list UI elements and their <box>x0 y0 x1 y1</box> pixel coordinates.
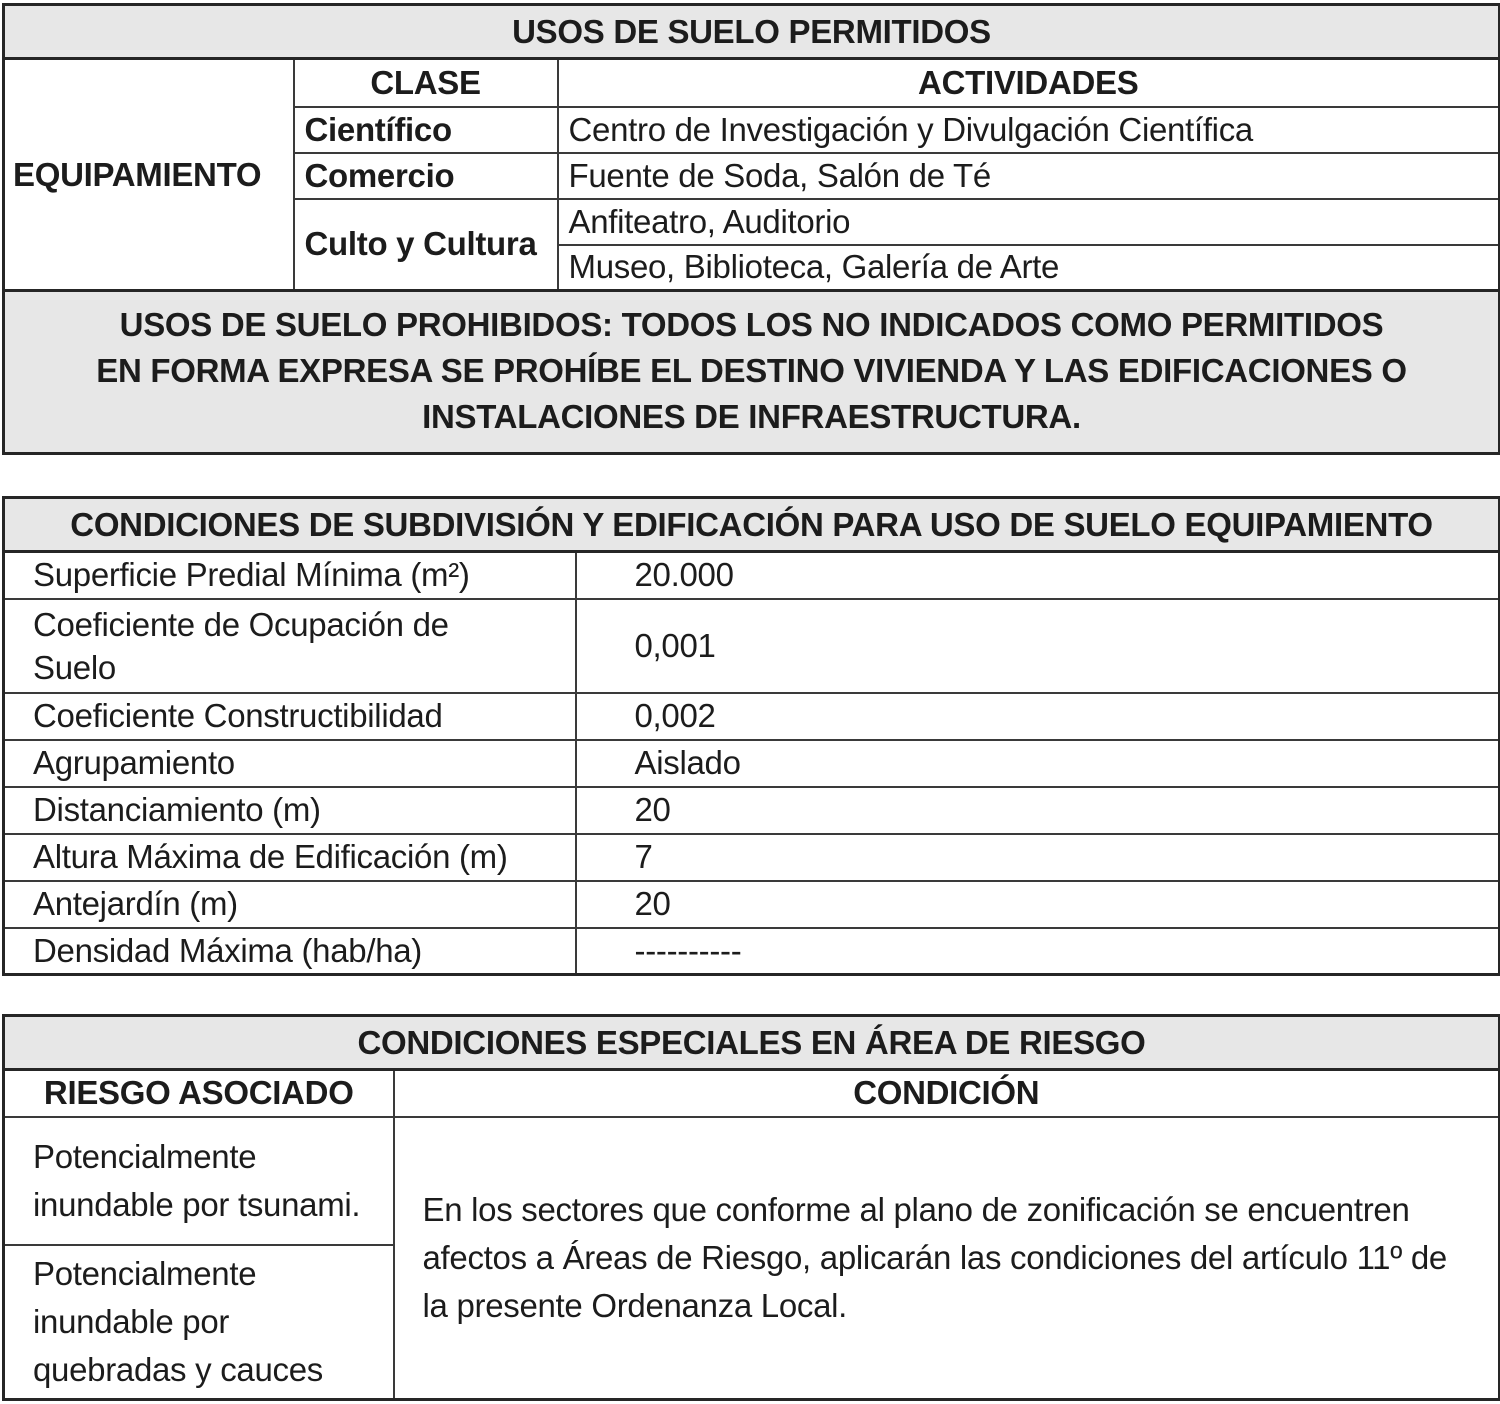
category-cell: EQUIPAMIENTO <box>4 59 294 291</box>
table-row <box>4 928 1500 975</box>
prohibited-note-row <box>4 291 1500 454</box>
condition-value-densidad: ---------- <box>576 928 1500 975</box>
table-row <box>4 740 1500 787</box>
table-row <box>4 1117 1500 1245</box>
table-row <box>4 881 1500 928</box>
spacer <box>2 976 1498 1014</box>
building-conditions-table <box>2 496 1500 976</box>
condition-value-ocupacion: 0,001 <box>576 599 1500 693</box>
permitted-uses-title: USOS DE SUELO PERMITIDOS <box>4 5 1500 59</box>
prohibited-note-line: INSTALACIONES DE INFRAESTRUCTURA. <box>422 398 1081 435</box>
actividad-culto-1: Anfiteatro, Auditorio <box>558 199 1500 245</box>
risk-title-row <box>4 1016 1500 1070</box>
condition-label-densidad: Densidad Máxima (hab/ha) <box>4 928 576 975</box>
column-header-actividades: ACTIVIDADES <box>558 59 1500 107</box>
conditions-title: CONDICIONES DE SUBDIVISIÓN Y EDIFICACIÓN PARA USO DE SUELO EQUIPAMIENTO <box>4 498 1500 552</box>
risk-quebradas: Potencialmente inundable por quebradas y cauces <box>4 1245 394 1400</box>
condition-value-superficie: 20.000 <box>576 552 1500 599</box>
condition-label-superficie: Superficie Predial Mínima (m²) <box>4 552 576 599</box>
column-header-clase: CLASE <box>294 59 558 107</box>
actividad-cientifico: Centro de Investigación y Divulgación Científica <box>558 107 1500 153</box>
permitted-uses-title-row <box>4 5 1500 59</box>
risk-conditions-table <box>2 1014 1500 1401</box>
condition-label-altura: Altura Máxima de Edificación (m) <box>4 834 576 881</box>
condition-value-constructibilidad: 0,002 <box>576 693 1500 740</box>
clase-culto-y-cultura: Culto y Cultura <box>294 199 558 291</box>
table-row <box>4 787 1500 834</box>
permitted-uses-table <box>2 3 1500 455</box>
prohibited-note <box>4 291 1500 454</box>
clase-comercio: Comercio <box>294 153 558 199</box>
condition-value-agrupamiento: Aislado <box>576 740 1500 787</box>
permitted-header-row <box>4 59 1500 107</box>
condition-label-distanciamiento: Distanciamiento (m) <box>4 787 576 834</box>
risk-condition-text: En los sectores que conforme al plano de zonificación se encuentren afectos a Áreas de Riesgo, aplicarán las condiciones del artículo 11º de la presente Ordenanza Local. <box>394 1117 1500 1400</box>
condition-value-distanciamiento: 20 <box>576 787 1500 834</box>
column-header-riesgo: RIESGO ASOCIADO <box>4 1070 394 1117</box>
spacer <box>2 455 1498 496</box>
column-header-condicion: CONDICIÓN <box>394 1070 1500 1117</box>
clase-cientifico: Científico <box>294 107 558 153</box>
table-row <box>4 599 1500 693</box>
actividad-culto-2: Museo, Biblioteca, Galería de Arte <box>558 245 1500 291</box>
conditions-title-row <box>4 498 1500 552</box>
prohibited-note-line: USOS DE SUELO PROHIBIDOS: TODOS LOS NO INDICADOS COMO PERMITIDOS <box>119 306 1384 343</box>
risk-title: CONDICIONES ESPECIALES EN ÁREA DE RIESGO <box>4 1016 1500 1070</box>
table-row <box>4 834 1500 881</box>
condition-label-antejardin: Antejardín (m) <box>4 881 576 928</box>
actividad-comercio: Fuente de Soda, Salón de Té <box>558 153 1500 199</box>
condition-label-ocupacion <box>4 599 576 693</box>
table-row <box>4 552 1500 599</box>
condition-value-antejardin: 20 <box>576 881 1500 928</box>
condition-label-constructibilidad: Coeficiente Constructibilidad <box>4 693 576 740</box>
condition-value-altura: 7 <box>576 834 1500 881</box>
risk-tsunami: Potencialmente inundable por tsunami. <box>4 1117 394 1245</box>
condition-label-agrupamiento: Agrupamiento <box>4 740 576 787</box>
prohibited-note-line: EN FORMA EXPRESA SE PROHÍBE EL DESTINO VIVIENDA Y LAS EDIFICACIONES O <box>96 352 1407 389</box>
risk-header-row <box>4 1070 1500 1117</box>
condition-label-ocupacion-text: Coeficiente de Ocupación de Suelo <box>33 605 449 686</box>
table-row <box>4 693 1500 740</box>
